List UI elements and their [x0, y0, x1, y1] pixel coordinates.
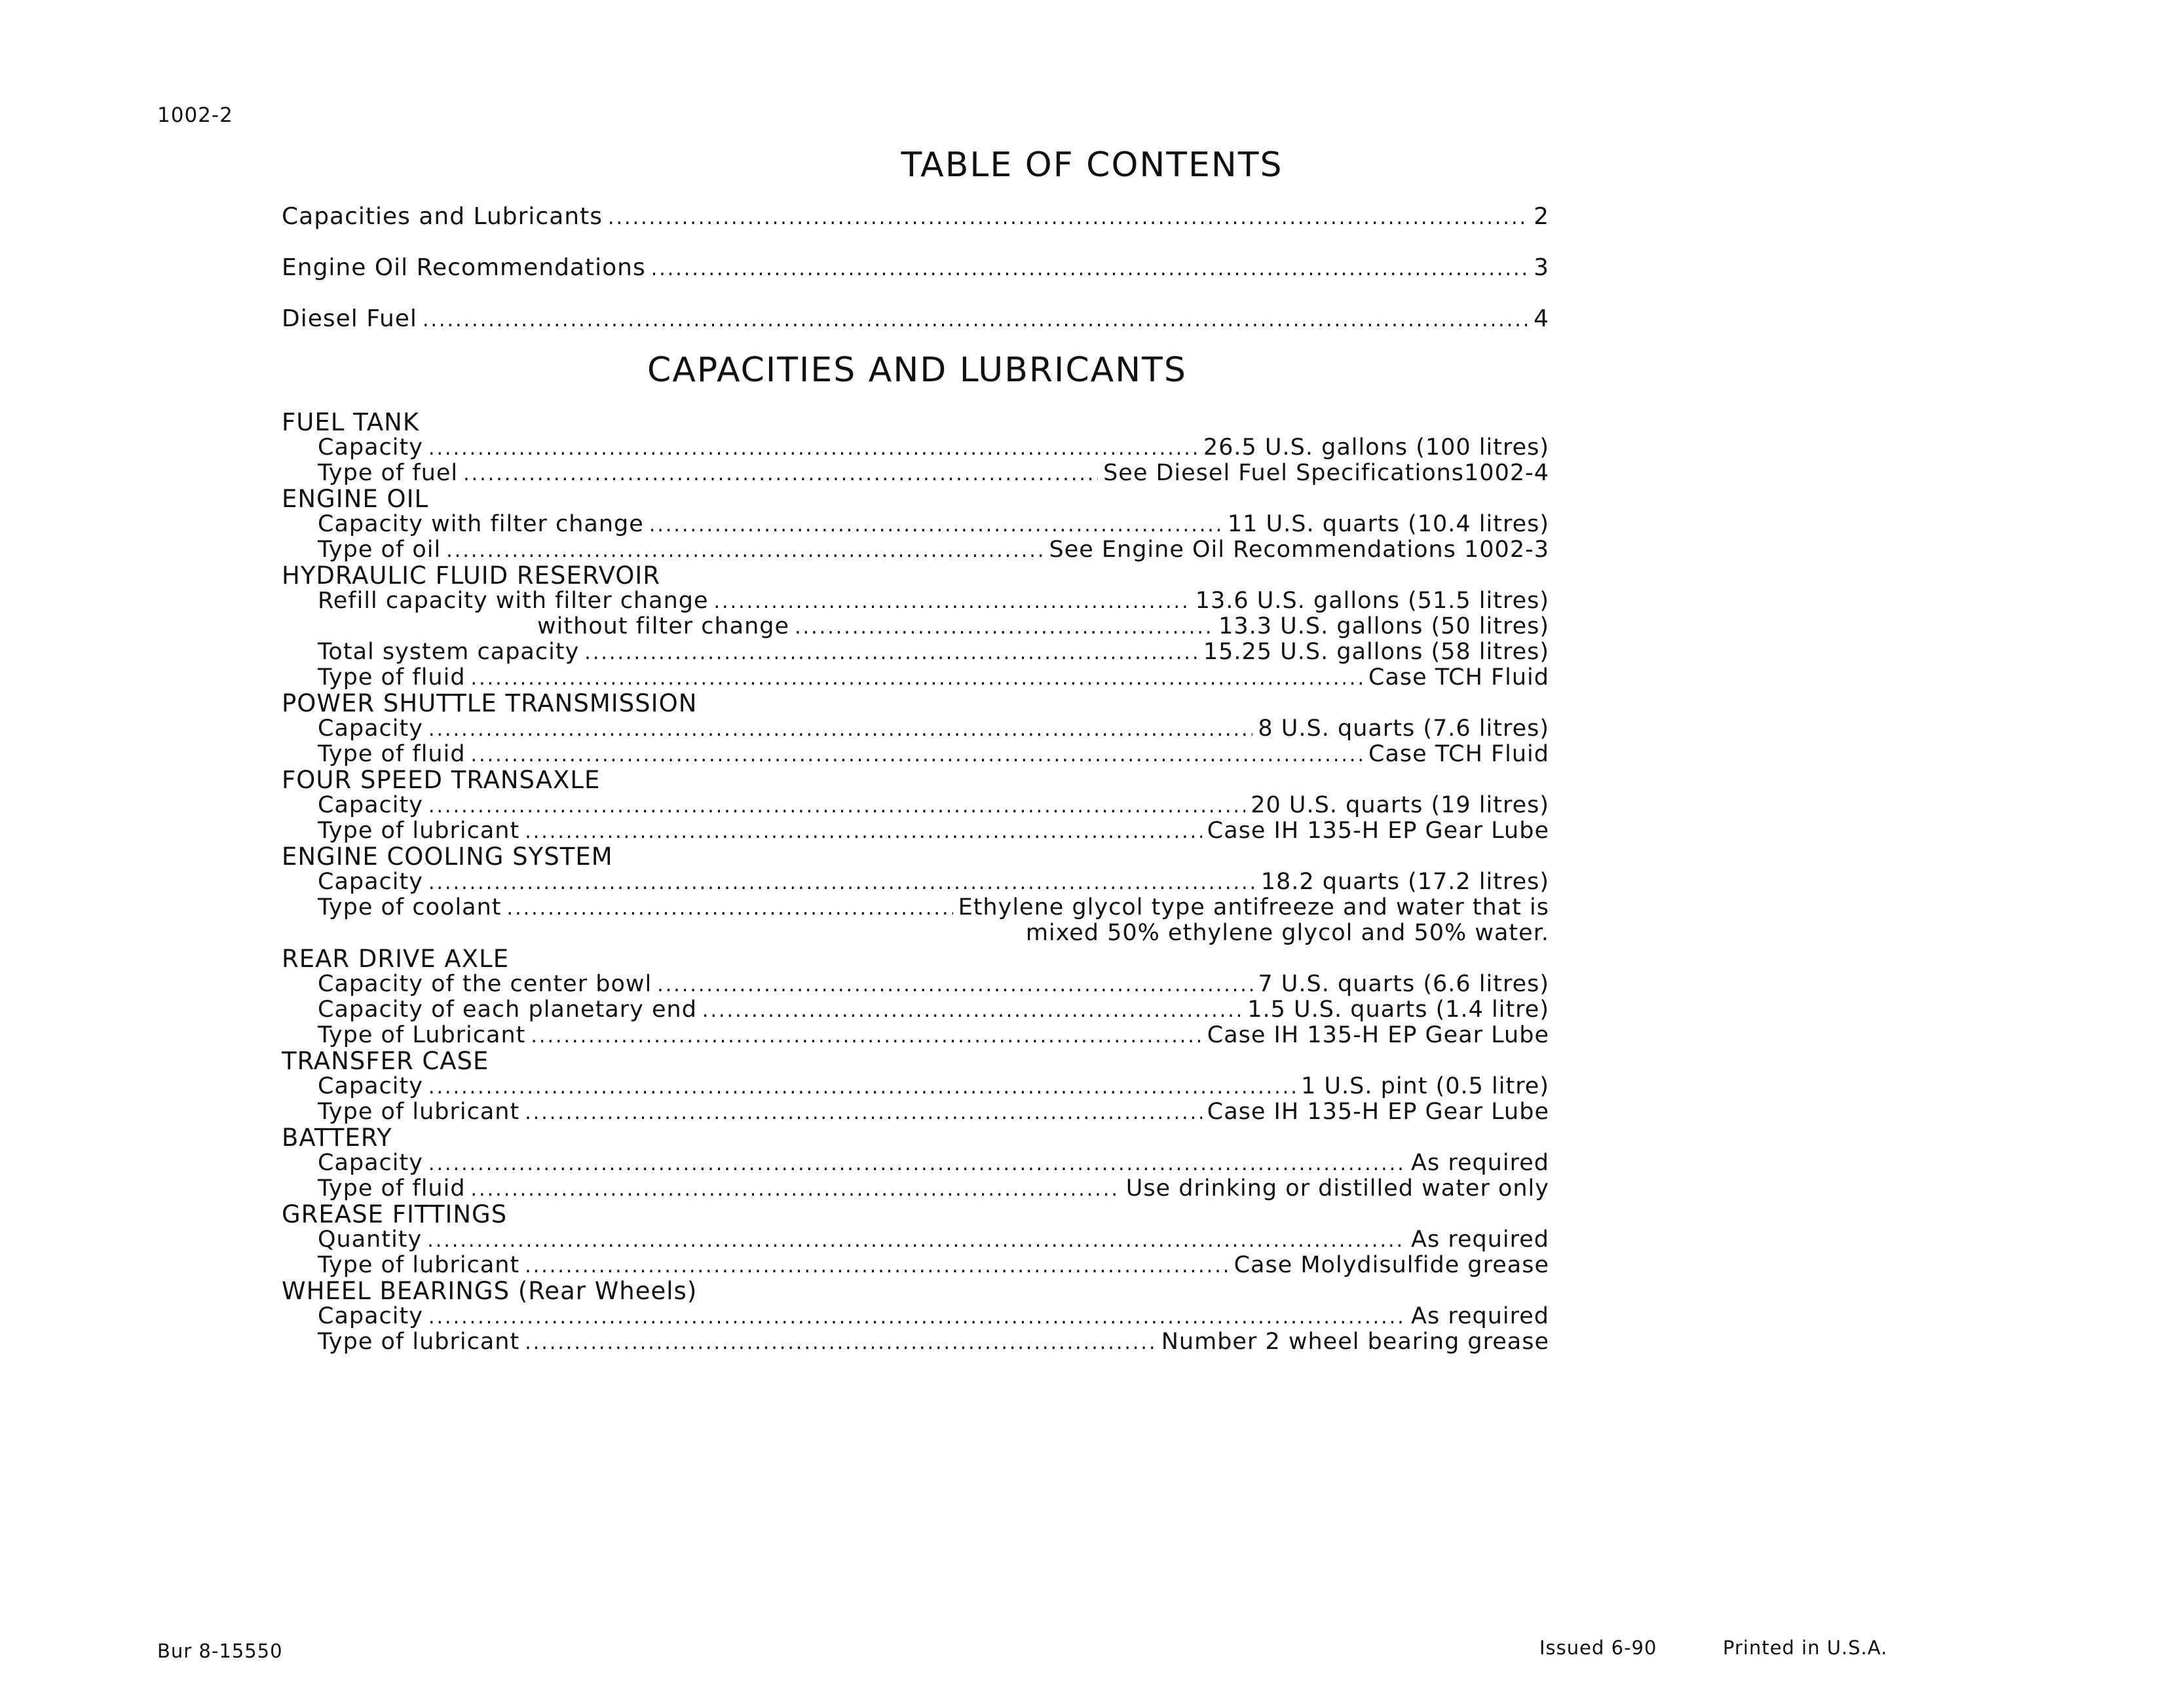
dot-leader	[463, 461, 1098, 487]
dot-leader	[471, 666, 1363, 691]
spec-label: Capacity of the center bowl	[318, 971, 652, 997]
dot-leader	[446, 538, 1044, 563]
dot-leader	[427, 1228, 1406, 1253]
dot-leader	[651, 257, 1528, 280]
dot-leader	[471, 1177, 1121, 1202]
dot-leader	[525, 1100, 1202, 1126]
spec-value: Case IH 135-H EP Gear Lube	[1207, 1099, 1549, 1125]
dot-leader	[702, 998, 1242, 1023]
toc-entry-label: Capacities and Lubricants	[282, 203, 603, 230]
section-heading: HYDRAULIC FLUID RESERVOIR	[282, 561, 660, 590]
spec-value: 15.25 U.S. gallons (58 litres)	[1203, 639, 1549, 665]
dot-leader	[428, 1304, 1406, 1330]
dot-leader	[428, 717, 1252, 742]
spec-label: Quantity	[318, 1226, 423, 1253]
spec-label: Capacity	[318, 1303, 423, 1329]
dot-leader	[428, 1151, 1406, 1177]
spec-label: Total system capacity	[318, 639, 580, 665]
dot-leader	[525, 1253, 1228, 1279]
spec-value: 7 U.S. quarts (6.6 litres)	[1258, 971, 1549, 997]
toc-entry-label: Diesel Fuel	[282, 305, 417, 332]
section-heading: REAR DRIVE AXLE	[282, 945, 510, 973]
spec-row	[282, 1253, 1549, 1278]
dot-leader	[714, 589, 1190, 615]
spec-row	[282, 716, 1549, 742]
spec-row	[282, 1150, 1549, 1176]
spec-value: Case Molydisulfide grease	[1233, 1252, 1549, 1278]
dot-leader	[525, 1330, 1156, 1356]
spec-label: Type of oil	[318, 537, 442, 563]
dot-leader	[531, 1023, 1201, 1049]
dot-leader	[428, 870, 1256, 896]
toc-entry[interactable]	[282, 254, 1549, 305]
section-heading: GREASE FITTINGS	[282, 1200, 508, 1228]
dot-leader	[649, 512, 1222, 538]
spec-value: Ethylene glycol type antifreeze and water that is	[958, 894, 1549, 920]
dot-leader	[471, 742, 1363, 768]
spec-value: 11 U.S. quarts (10.4 litres)	[1227, 511, 1549, 537]
toc-entry-page: 4	[1534, 305, 1549, 332]
dot-leader	[795, 615, 1213, 640]
spec-label: Capacity	[318, 434, 423, 461]
spec-row	[282, 793, 1549, 818]
capacities-title: CAPACITIES AND LUBRICANTS	[647, 351, 1187, 390]
spec-row	[282, 512, 1549, 537]
dot-leader	[657, 972, 1252, 998]
spec-row	[282, 869, 1549, 895]
spec-label: Type of lubricant	[318, 1252, 520, 1278]
spec-label: Type of Lubricant	[318, 1022, 526, 1048]
spec-row	[282, 461, 1549, 486]
spec-value: 1.5 U.S. quarts (1.4 litre)	[1247, 996, 1549, 1023]
spec-row	[282, 818, 1549, 844]
section-heading: BATTERY	[282, 1124, 392, 1152]
spec-value: 18.2 quarts (17.2 litres)	[1260, 869, 1549, 895]
dot-leader	[525, 819, 1202, 845]
dot-leader	[608, 206, 1528, 229]
spec-label: Type of lubricant	[318, 1329, 520, 1355]
footer-printed: Printed in U.S.A.	[1723, 1637, 1888, 1659]
spec-row	[282, 435, 1549, 461]
spec-value: Use drinking or distilled water only	[1125, 1175, 1549, 1202]
toc-entry-page: 3	[1534, 254, 1549, 281]
spec-value: As required	[1411, 1303, 1549, 1329]
spec-label: Capacity	[318, 792, 423, 818]
section-heading: FOUR SPEED TRANSAXLE	[282, 766, 601, 794]
spec-value: 1 U.S. pint (0.5 litre)	[1301, 1073, 1549, 1099]
toc-entry-page: 2	[1534, 203, 1549, 230]
section-heading: ENGINE OIL	[282, 485, 429, 513]
page-number: 1002-2	[157, 104, 233, 127]
spec-value: As required	[1411, 1226, 1549, 1253]
section-heading: POWER SHUTTLE TRANSMISSION	[282, 689, 698, 717]
spec-value: 26.5 U.S. gallons (100 litres)	[1203, 434, 1549, 461]
section-heading: ENGINE COOLING SYSTEM	[282, 843, 613, 871]
spec-row	[282, 997, 1549, 1023]
spec-row	[282, 588, 1549, 614]
spec-row	[282, 895, 1549, 920]
spec-value: See Diesel Fuel Specifications1002-4	[1103, 460, 1549, 486]
spec-value: 8 U.S. quarts (7.6 litres)	[1258, 715, 1549, 742]
spec-label: Type of fuel	[318, 460, 459, 486]
spec-row	[282, 1227, 1549, 1253]
dot-leader	[428, 436, 1198, 461]
spec-value-continuation: mixed 50% ethylene glycol and 50% water.	[1025, 920, 1549, 946]
spec-label: Capacity with filter change	[318, 511, 644, 537]
spec-label: Type of lubricant	[318, 1099, 520, 1125]
spec-label: Capacity	[318, 715, 423, 742]
section-heading: WHEEL BEARINGS (Rear Wheels)	[282, 1277, 698, 1305]
dot-leader	[428, 793, 1245, 819]
spec-row	[282, 1329, 1549, 1355]
footer-doc-code: Bur 8-15550	[157, 1640, 283, 1662]
spec-value: Case IH 135-H EP Gear Lube	[1207, 818, 1549, 844]
toc-entry[interactable]	[282, 203, 1549, 254]
spec-label: Type of fluid	[318, 664, 466, 691]
capacities-list	[282, 409, 1549, 1355]
spec-label: Type of lubricant	[318, 818, 520, 844]
spec-value: 20 U.S. quarts (19 litres)	[1251, 792, 1549, 818]
section-heading: TRANSFER CASE	[282, 1047, 489, 1075]
section-heading: FUEL TANK	[282, 408, 420, 436]
spec-row	[282, 742, 1549, 767]
dot-leader	[584, 640, 1198, 666]
spec-row	[282, 1099, 1549, 1125]
spec-row	[282, 1074, 1549, 1099]
spec-label: Capacity	[318, 1150, 423, 1176]
spec-value: Number 2 wheel bearing grease	[1161, 1329, 1549, 1355]
toc-title: TABLE OF CONTENTS	[901, 145, 1283, 185]
spec-row	[282, 1023, 1549, 1048]
dot-leader	[423, 309, 1528, 332]
dot-leader	[507, 896, 953, 921]
spec-label: without filter change	[537, 613, 790, 639]
spec-label: Refill capacity with filter change	[318, 588, 709, 614]
spec-row	[282, 1176, 1549, 1202]
spec-row	[282, 614, 1549, 639]
spec-row	[282, 665, 1549, 691]
spec-value: 13.6 U.S. gallons (51.5 litres)	[1195, 588, 1549, 614]
spec-label: Type of fluid	[318, 1175, 466, 1202]
dot-leader	[428, 1074, 1296, 1100]
spec-row	[282, 537, 1549, 563]
spec-value: 13.3 U.S. gallons (50 litres)	[1218, 613, 1549, 639]
toc-entry-label: Engine Oil Recommendations	[282, 254, 646, 281]
spec-label: Type of coolant	[318, 894, 502, 920]
spec-label: Capacity	[318, 1073, 423, 1099]
toc-entry[interactable]	[282, 305, 1549, 356]
spec-label: Type of fluid	[318, 741, 466, 767]
table-of-contents	[282, 203, 1549, 356]
footer-issued: Issued 6-90	[1539, 1637, 1657, 1659]
spec-value: Case IH 135-H EP Gear Lube	[1207, 1022, 1549, 1048]
spec-value: Case TCH Fluid	[1368, 664, 1549, 691]
spec-row	[282, 639, 1549, 665]
spec-row	[282, 972, 1549, 997]
spec-row	[282, 1304, 1549, 1329]
spec-label: Capacity of each planetary end	[318, 996, 697, 1023]
spec-value: As required	[1411, 1150, 1549, 1176]
spec-value: Case TCH Fluid	[1368, 741, 1549, 767]
spec-label: Capacity	[318, 869, 423, 895]
spec-value: See Engine Oil Recommendations 1002-3	[1049, 537, 1549, 563]
